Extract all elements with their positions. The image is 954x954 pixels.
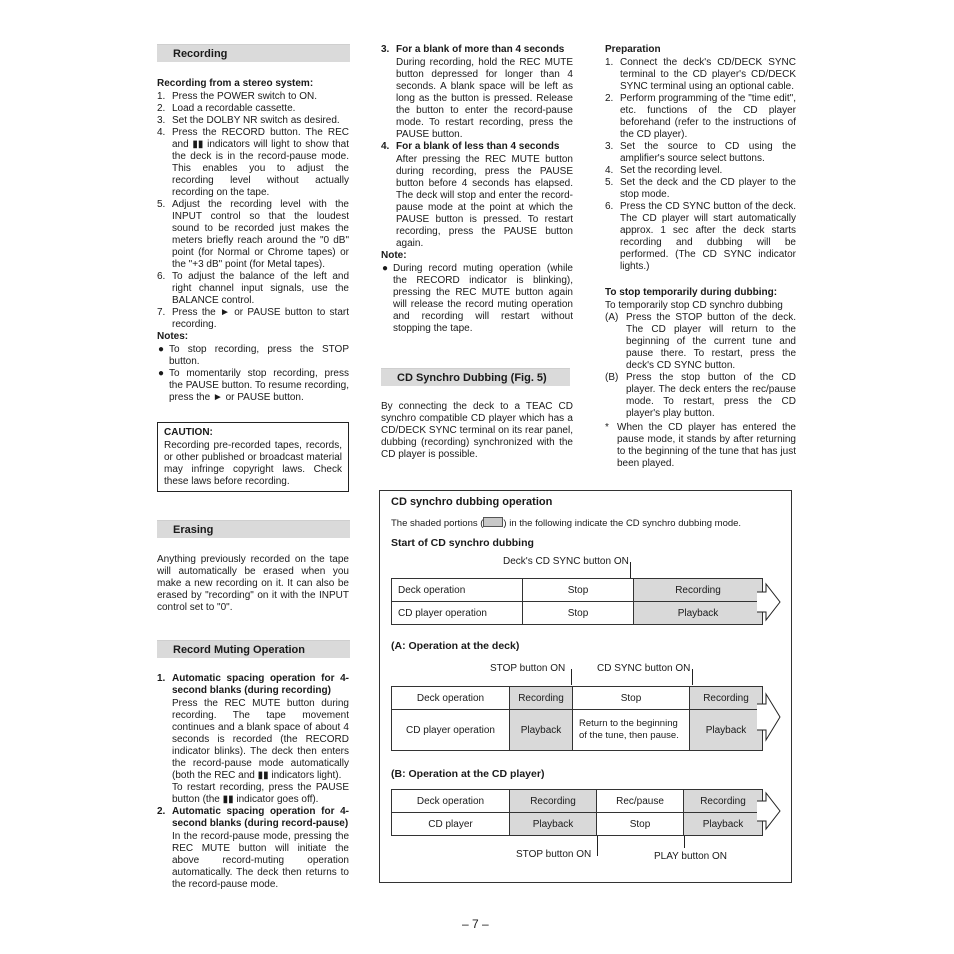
stop-intro: To temporarily stop CD synchro dubbing [605,300,783,311]
b-marker-stop-line [597,836,598,856]
recording-step: 3. Set the DOLBY NR switch as desired. [157,115,340,126]
muting-item-3: 3. For a blank of more than 4 seconds During recording, hold the REC MUTE button depressed for longer than 4 seconds. A blank space will be left as long as the button is pressed. Release the button to enter the record-pause mode. To restart recording, press the PAUSE button. [381,44,573,140]
b-title: (B: Operation at the CD player) [391,768,545,780]
continue-arrow-icon [756,582,782,624]
erasing-text: Anything previously recorded on the tape will automatically be erased when you make a new recording on it. It can also be erased by "recording" on it with the INPUT control set to "0". [157,554,349,613]
preparation-step: 1. Connect the deck's CD/DECK SYNC terminal to the CD player's CD/DECK SYNC terminal using an optional cable. [605,57,796,92]
caution-title: CAUTION: [164,427,213,438]
erasing-header: Erasing [157,520,350,538]
stop-star-note: * When the CD player has entered the pause mode, it stands by after returning to the beginning of the tune that has just been played. [605,422,796,469]
caution-box [157,422,349,492]
b-table [391,789,763,836]
recording-step: 5. Adjust the recording level with the INPUT control so that the loudest sound to be recorded just makes the meters briefly reach around the "0 dB" point (for Normal or Chrome tapes) or the "+3 dB" point (for Metal tapes). [157,199,349,270]
recording-steps [157,91,349,331]
preparation-title: Preparation [605,44,661,55]
recording-notes-label: Notes: [157,331,189,342]
muting-item-2: 2. Automatic spacing operation for 4-second blanks (during record-pause) In the record-pause mode, pressing the REC MUTE button will initiate the above record-muting operation automatically. The deck then returns to the record-pause mode. [157,806,349,890]
muting-note-label: Note: [381,250,407,261]
recording-header: Recording [157,44,350,62]
muting-header: Record Muting Operation [157,640,350,658]
recording-notes [157,344,349,404]
caution-text: Recording pre-recorded tapes, records, or other published or broadcast material may infringe copyright laws. Check these laws before recording. [164,440,342,487]
a-marker-stop-line [571,669,572,685]
preparation-step: 5. Set the deck and the CD player to the stop mode. [605,177,796,200]
table-row: Deck operation Recording Rec/pause Recording [392,790,763,813]
muting-section-1 [157,673,349,891]
recording-step: 7. Press the ► or PAUSE button to start recording. [157,307,349,330]
continue-arrow-icon [756,791,782,833]
preparation-steps [605,57,796,273]
table-row: CD player operation Stop Playback [392,602,763,625]
stop-title: To stop temporarily during dubbing: [605,287,778,298]
b-marker-play-line [684,836,685,848]
recording-step: 2. Load a recordable cassette. [157,103,296,114]
recording-step: 1. Press the POWER switch to ON. [157,91,318,102]
a-marker-sync-line [692,669,693,685]
recording-step: 6. To adjust the balance of the left and right channel input signals, use the BALANCE control. [157,271,349,306]
preparation-step: 6. Press the CD SYNC button of the deck. The CD player will start automatically approx. 1 sec after the deck starts recording and dubbing will be performed. (The CD SYNC indicator lights.) [605,201,796,272]
start-table [391,578,763,625]
table-row: Deck operation Recording Stop Recording [392,687,763,710]
recording-note: ● To stop recording, press the STOP button. [158,344,349,367]
shaded-note: The shaded portions ( ) in the following indicate the CD synchro dubbing mode. [391,518,742,529]
muting-note: ● During record muting operation (while the RECORD indicator is blinking), pressing the REC MUTE button again will release the record muting operation and recording will restart without stopping the tape. [382,263,573,334]
b-marker-play: PLAY button ON [654,851,728,862]
a-title: (A: Operation at the deck) [391,640,520,652]
continue-arrow-icon [756,690,782,744]
recording-note: ● To momentarily stop recording, press the PAUSE button. To resume recording, press the ► or PAUSE button. [158,368,349,403]
recording-step: 4. Press the RECORD button. The REC and ▮▮ indicators will light to show that the deck is in the record-pause mode. This enables you to adjust the recording level without actually recording on the tape. [157,127,349,198]
table-row: CD player Playback Stop Playback [392,813,763,836]
recording-subtitle: Recording from a stereo system: [157,78,314,89]
a-marker-sync: CD SYNC button ON [597,663,691,674]
preparation-step: 4. Set the recording level. [605,165,723,176]
stop-item-a: (A) Press the STOP button of the deck. The CD player will return to the beginning of the current tune and pause there. To restart, press the deck's CD SYNC button. [605,312,796,371]
diagram-title: CD synchro dubbing operation [391,496,553,508]
preparation-step: 3. Set the source to CD using the amplifier's source select buttons. [605,141,796,164]
start-marker: Deck's CD SYNC button ON [503,556,629,567]
preparation-step: 2. Perform programming of the "time edit", etc. functions of the CD player beforehand (refer to the instructions of the CD player). [605,93,796,140]
table-row: Deck operation Stop Recording [392,579,763,602]
a-table [391,686,763,751]
muting-section-2 [381,44,573,335]
recording-section [157,78,349,404]
start-marker-line [630,562,631,578]
preparation-section [605,44,796,470]
shaded-swatch [483,517,503,527]
muting-item-1: 1. Automatic spacing operation for 4-second blanks (during recording) Press the REC MUTE button during recording. The tape movement continues and a blank space of about 4 seconds is recorded (the RECORD indicator blinks). The deck then enters the record-pause mode automatically (both the REC and ▮▮ indicators light). To restart recording, press the PAUSE button (the ▮▮ indicator goes off). [157,673,349,805]
cdsync-intro: By connecting the deck to a TEAC CD synchro compatible CD player which has a CD/DECK SYNC terminal on its rear panel, dubbing (recording) synchronized with the CD player is possible. [381,401,573,460]
start-title: Start of CD synchro dubbing [391,537,534,549]
table-row: CD player operation Playback Return to the beginning of the tune, then pause. Playback [392,710,763,751]
a-marker-stop: STOP button ON [490,663,566,674]
cdsync-header: CD Synchro Dubbing (Fig. 5) [381,368,570,386]
stop-item-b: (B) Press the stop button of the CD player. The deck enters the rec/pause mode. To restart, press the CD player's play button. [605,372,796,419]
page-number: – 7 – [462,917,489,931]
muting-item-4: 4. For a blank of less than 4 seconds After pressing the REC MUTE button during recording, press the PAUSE button before 4 seconds has elapsed. The deck will stop and enter the record-pause mode at the point at which the PAUSE button is pressed. To restart recording, press the PAUSE button again. [381,141,573,249]
b-marker-stop: STOP button ON [516,849,592,860]
